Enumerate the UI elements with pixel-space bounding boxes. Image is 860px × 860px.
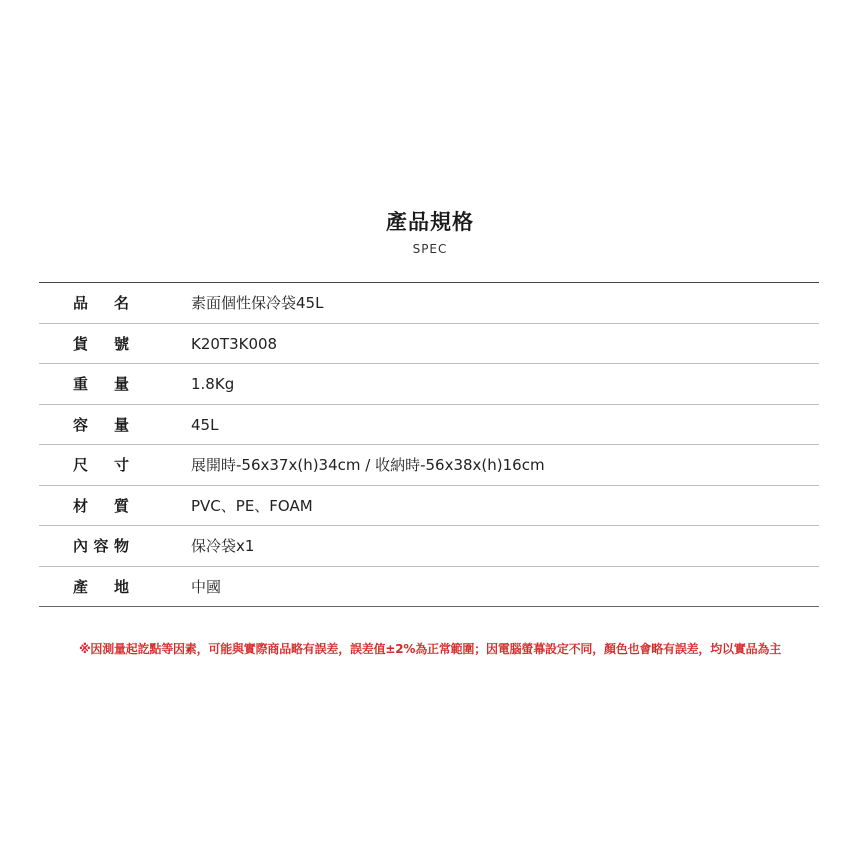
spec-label: 內容物: [73, 537, 129, 555]
spec-row-contents: [39, 526, 819, 567]
spec-row-origin: [39, 567, 819, 608]
spec-row-material: [39, 486, 819, 527]
spec-label: 重量: [73, 375, 129, 393]
spec-row-name: [39, 283, 819, 324]
spec-table: [39, 282, 819, 607]
spec-label: 產地: [73, 577, 129, 596]
spec-label: 材質: [73, 496, 129, 515]
spec-row-dimensions: [39, 445, 819, 486]
spec-value: K20T3K008: [191, 334, 278, 353]
spec-label: 貨號: [73, 334, 129, 353]
spec-value: 保冷袋x1: [191, 537, 255, 555]
spec-label: 品名: [73, 294, 129, 312]
spec-value: 展開時-56x37x(h)34cm / 收納時-56x38x(h)16cm: [191, 456, 545, 474]
spec-row-capacity: [39, 405, 819, 446]
spec-row-item-number: [39, 324, 819, 365]
page-title: 產品規格: [386, 210, 474, 234]
spec-value: 1.8Kg: [191, 375, 235, 393]
spec-label: 容量: [73, 415, 129, 434]
spec-label: 尺寸: [73, 456, 129, 474]
spec-value: 中國: [191, 577, 222, 596]
spec-value: 素面個性保冷袋45L: [191, 294, 324, 312]
disclaimer-note: ※因測量起訖點等因素，可能與實際商品略有誤差，誤差值±2%為正常範圍；因電腦螢幕設定不同，顏色也會略有誤差，均以實品為主: [78, 642, 782, 656]
spec-value: PVC、PE、FOAM: [191, 496, 313, 515]
spec-row-weight: [39, 364, 819, 405]
spec-value: 45L: [191, 415, 219, 434]
page-subtitle: SPEC: [412, 242, 448, 256]
